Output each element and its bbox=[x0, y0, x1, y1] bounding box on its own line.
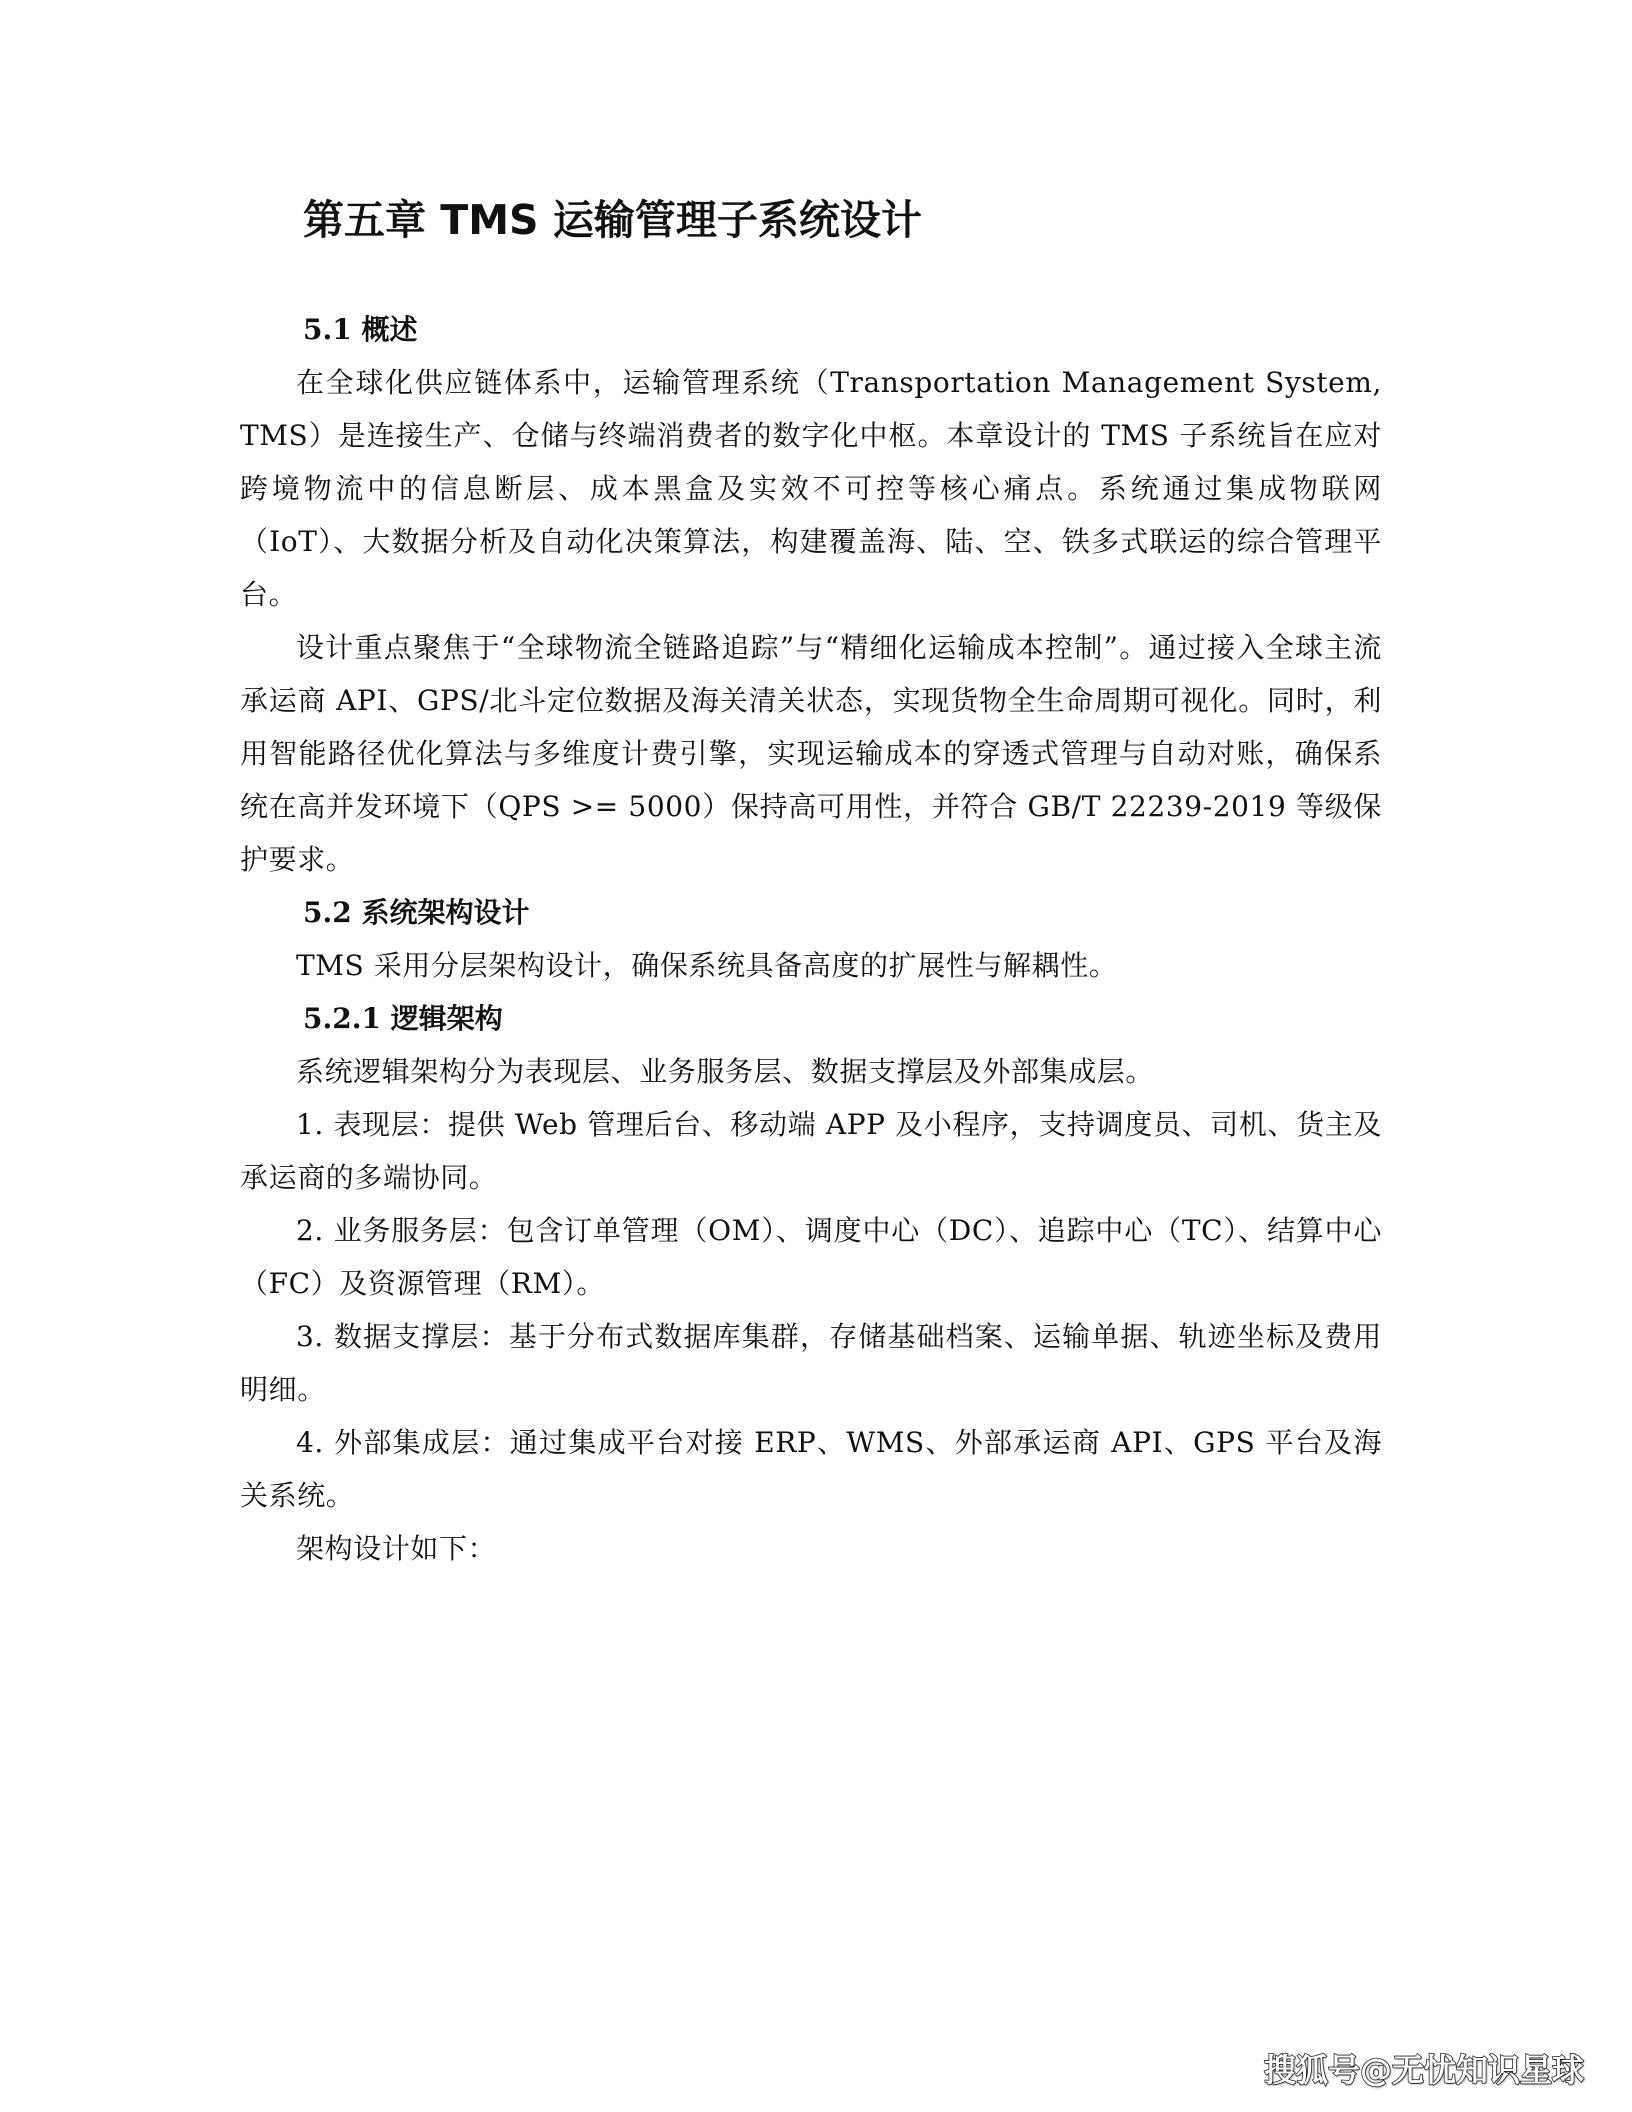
section-heading-architecture: 5.2 系统架构设计 bbox=[303, 896, 530, 929]
list-item-presentation-layer: 1. 表现层：提供 Web 管理后台、移动端 APP 及小程序，支持调度员、司机、货主及承运商的多端协同。 bbox=[240, 1108, 1382, 1194]
document-body bbox=[240, 303, 1382, 1575]
subsection-heading-logical-architecture: 5.2.1 逻辑架构 bbox=[303, 1002, 503, 1035]
list-item-data-support-layer: 3. 数据支撑层：基于分布式数据库集群，存储基础档案、运输单据、轨迹坐标及费用明细。 bbox=[240, 1320, 1382, 1406]
architecture-paragraph: TMS 采用分层架构设计，确保系统具备高度的扩展性与解耦性。 bbox=[296, 949, 1118, 982]
list-item-business-service-layer: 2. 业务服务层：包含订单管理（OM）、调度中心（DC）、追踪中心（TC）、结算中心（FC）及资源管理（RM）。 bbox=[240, 1214, 1382, 1300]
watermark-text: 搜狐号@无忧知识星球 bbox=[1263, 2051, 1584, 2089]
overview-paragraph-2: 设计重点聚焦于“全球物流全链路追踪”与“精细化运输成本控制”。通过接入全球主流承运商 API、GPS/北斗定位数据及海关清关状态，实现货物全生命周期可视化。同时，利用智能路径优化算法与多维度计费引擎，实现运输成本的穿透式管理与自动对账，确保系统在高并发环境下（QPS >= 5000）保持高可用性，并符合 GB/T 22239-2019 等级保护要求。 bbox=[240, 631, 1382, 876]
list-item-external-integration-layer: 4. 外部集成层：通过集成平台对接 ERP、WMS、外部承运商 API、GPS 平台及海关系统。 bbox=[240, 1426, 1382, 1512]
section-heading-overview: 5.1 概述 bbox=[303, 313, 418, 346]
diagram-intro-text: 架构设计如下： bbox=[296, 1532, 497, 1565]
chapter-title: 第五章 TMS 运输管理子系统设计 bbox=[303, 196, 922, 244]
overview-paragraph-1: 在全球化供应链体系中，运输管理系统（Transportation Management System, TMS）是连接生产、仓储与终端消费者的数字化中枢。本章设计的 TMS 子系统旨在应对跨境物流中的信息断层、成本黑盒及实效不可控等核心痛点。系统通过集成物联网（IoT）、大数据分析及自动化决策算法，构建覆盖海、陆、空、铁多式联运的综合管理平台。 bbox=[240, 366, 1382, 611]
logical-architecture-intro: 系统逻辑架构分为表现层、业务服务层、数据支撑层及外部集成层。 bbox=[296, 1055, 1155, 1088]
